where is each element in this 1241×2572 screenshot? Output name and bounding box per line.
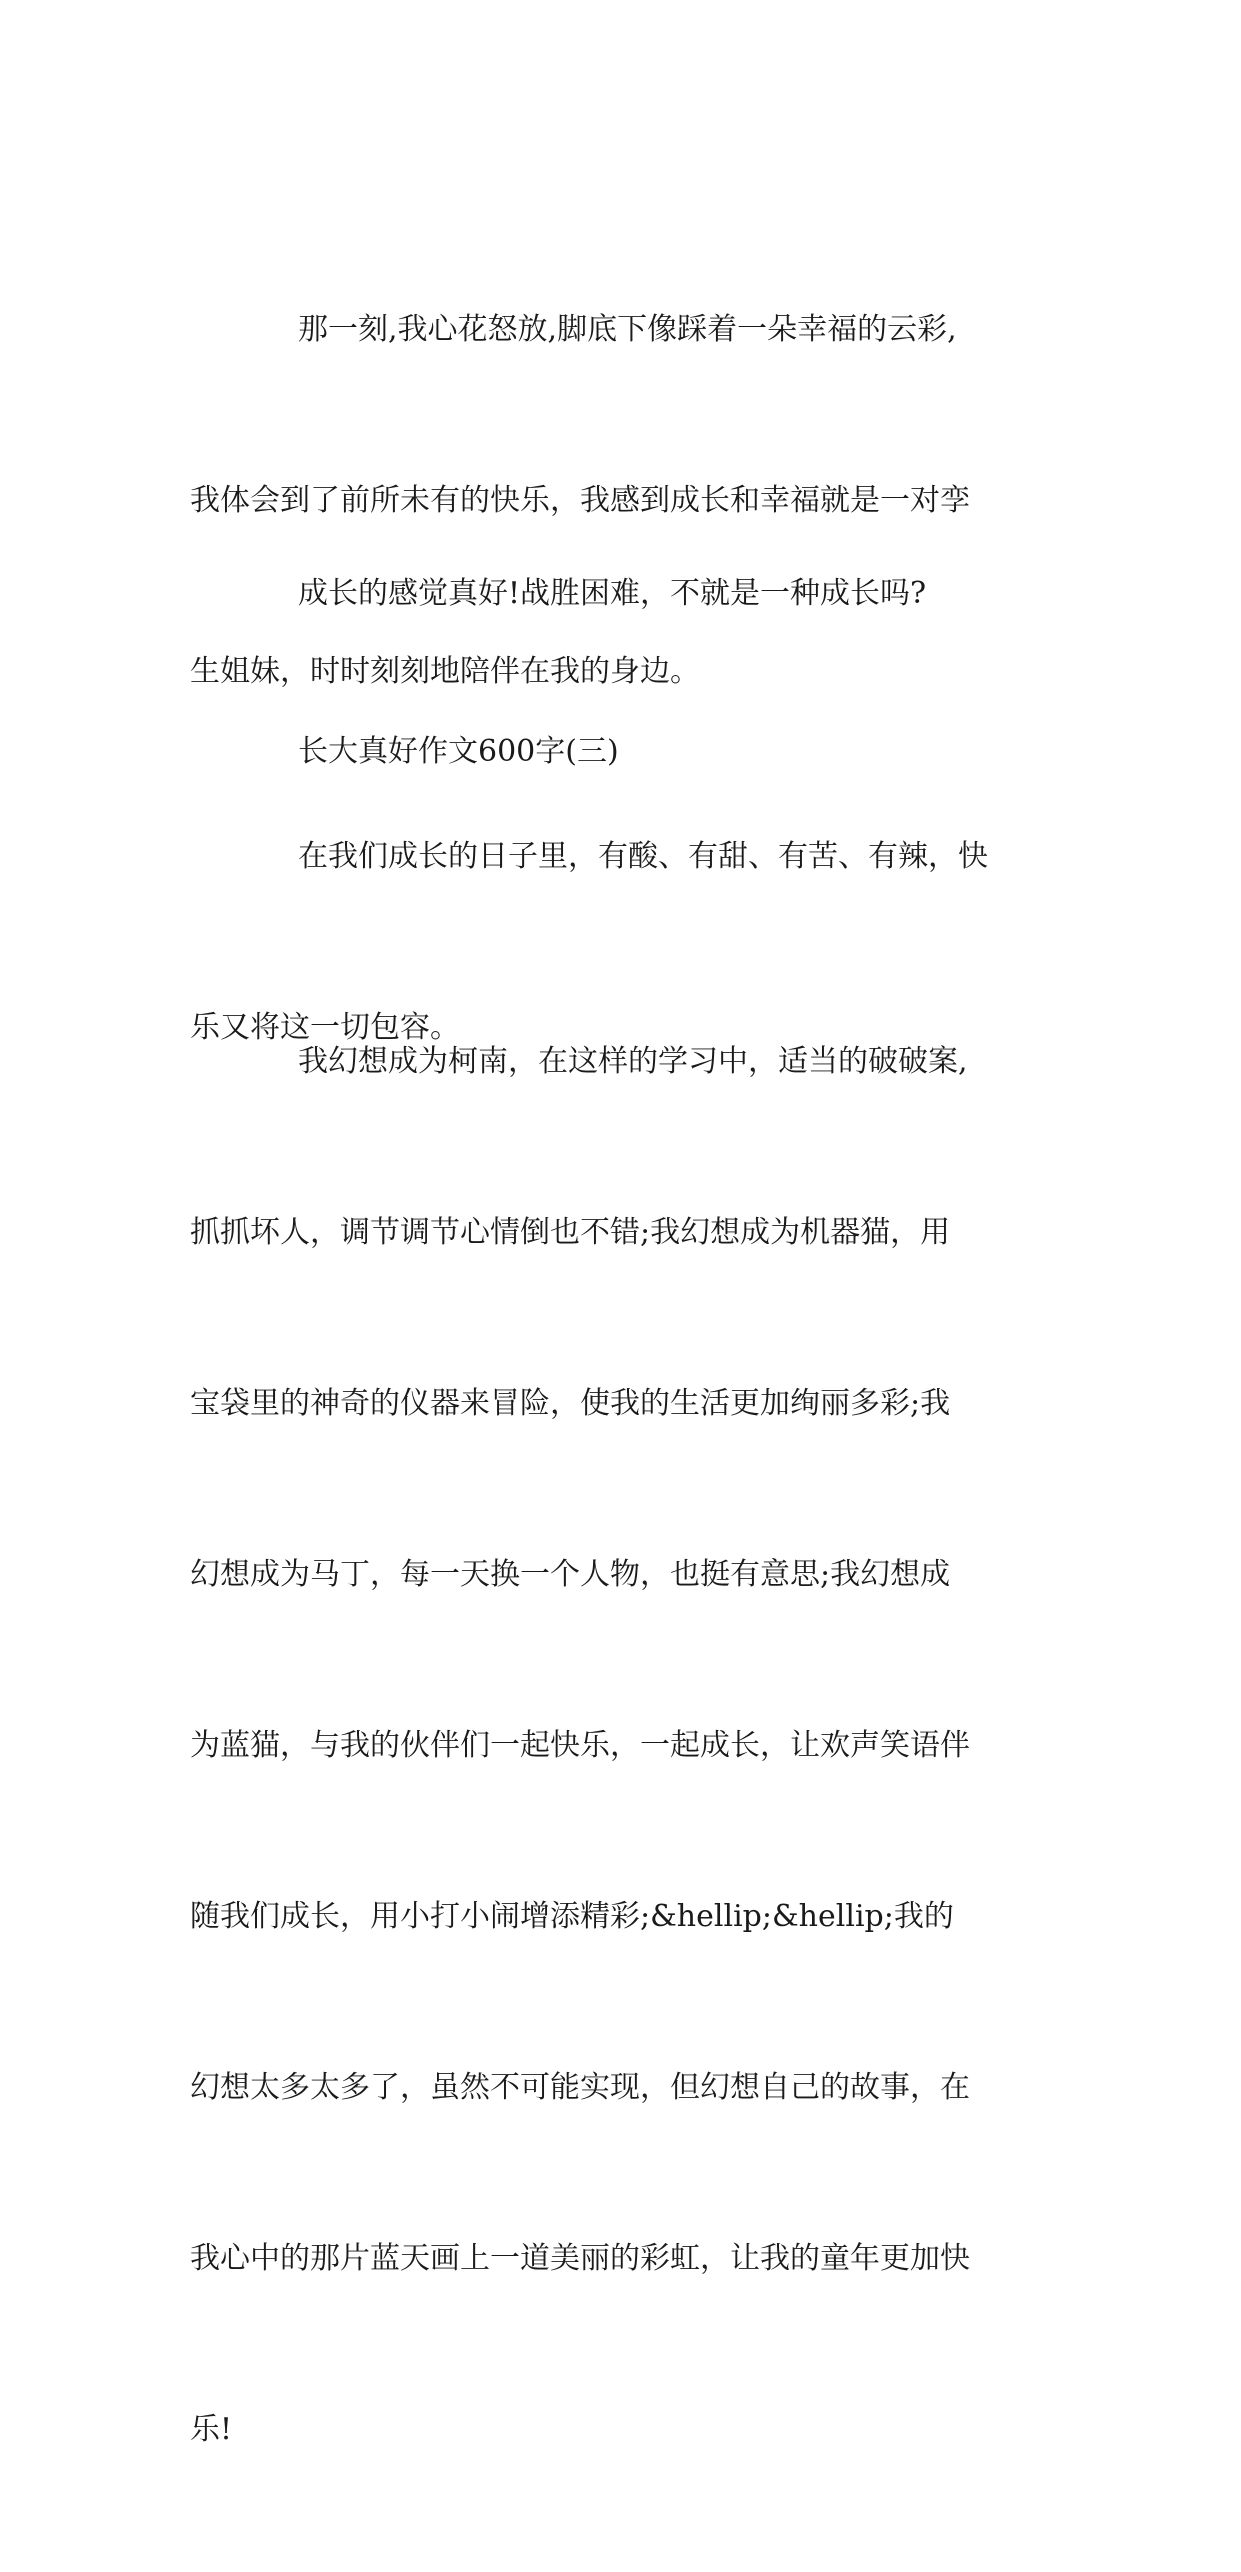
text-line: 生姐妹，时时刻刻地陪伴在我的身边。: [190, 654, 700, 689]
text-line: 为蓝猫，与我的伙伴们一起快乐，一起成长，让欢声笑语伴: [190, 1728, 970, 1763]
essay-title: 长大真好作文600字(三): [298, 734, 619, 769]
paragraph-fantasies: [190, 919, 1050, 2572]
text-line: 抓抓坏人，调节调节心情倒也不错;我幻想成为机器猫，用: [190, 1215, 951, 1250]
text-line: 在我们成长的日子里，有酸、有甜、有苦、有辣，快: [298, 839, 988, 874]
text-line: 乐又将这一切包容。: [190, 1010, 460, 1045]
text-line: 我心中的那片蓝天画上一道美丽的彩虹，让我的童年更加快: [190, 2241, 970, 2276]
text-line: 那一刻,我心花怒放,脚底下像踩着一朵幸福的云彩,: [298, 312, 957, 347]
text-line: 我幻想成为柯南，在这样的学习中，适当的破破案,: [298, 1044, 968, 1079]
text-line: 乐!: [190, 2412, 233, 2447]
text-line: 我体会到了前所未有的快乐，我感到成长和幸福就是一对孪: [190, 483, 970, 518]
text-line: 幻想成为马丁，每一天换一个人物，也挺有意思;我幻想成: [190, 1557, 951, 1592]
text-line: 成长的感觉真好!战胜困难，不就是一种成长吗?: [298, 576, 927, 611]
text-line: 幻想太多太多了，虽然不可能实现，但幻想自己的故事，在: [190, 2070, 970, 2105]
text-line: 随我们成长，用小打小闹增添精彩;&hellip;&hellip;我的: [190, 1899, 954, 1934]
text-line: 宝袋里的神奇的仪器来冒险，使我的生活更加绚丽多彩;我: [190, 1386, 951, 1421]
